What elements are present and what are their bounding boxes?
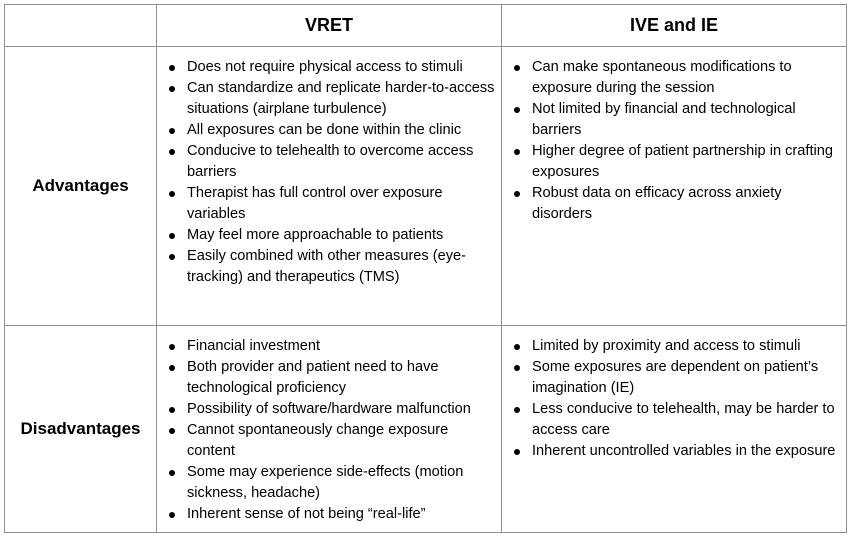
bullet-item: Financial investment — [157, 336, 501, 357]
bullet-item: Higher degree of patient partnership in crafting exposures — [502, 141, 846, 183]
bullet-item: Limited by proximity and access to stimuli — [502, 336, 846, 357]
bullet-item: Can standardize and replicate harder-to-access situations (airplane turbulence) — [157, 78, 501, 120]
corner-cell — [5, 5, 157, 47]
bullet-item: Can make spontaneous modifications to exposure during the session — [502, 57, 846, 99]
bullet-item: Robust data on efficacy across anxiety disorders — [502, 183, 846, 225]
advantages-row — [5, 47, 847, 326]
bullet-item: Possibility of software/hardware malfunction — [157, 399, 501, 420]
bullet-item: Does not require physical access to stimuli — [157, 57, 501, 78]
bullet-list — [157, 47, 501, 288]
bullet-list — [502, 47, 846, 225]
column-header-ive-ie: IVE and IE — [502, 5, 847, 47]
column-header-vret: VRET — [157, 5, 502, 47]
bullet-item: Conducive to telehealth to overcome access barriers — [157, 141, 501, 183]
bullet-item: Both provider and patient need to have technological proficiency — [157, 357, 501, 399]
disadvantages-vret-cell — [157, 326, 502, 533]
advantages-vret-cell — [157, 47, 502, 326]
bullet-list — [157, 326, 501, 525]
bullet-item: All exposures can be done within the clinic — [157, 120, 501, 141]
header-row — [5, 5, 847, 47]
bullet-item: Less conducive to telehealth, may be harder to access care — [502, 399, 846, 441]
row-header-advantages: Advantages — [5, 47, 157, 326]
bullet-item: Easily combined with other measures (eye-tracking) and therapeutics (TMS) — [157, 246, 501, 288]
bullet-item: May feel more approachable to patients — [157, 225, 501, 246]
bullet-item: Some may experience side-effects (motion sickness, headache) — [157, 462, 501, 504]
bullet-item: Inherent sense of not being “real-life” — [157, 504, 501, 525]
advantages-ive-ie-cell — [502, 47, 847, 326]
comparison-table — [4, 4, 847, 533]
bullet-item: Cannot spontaneously change exposure content — [157, 420, 501, 462]
bullet-item: Not limited by financial and technological barriers — [502, 99, 846, 141]
disadvantages-row — [5, 326, 847, 533]
row-header-disadvantages: Disadvantages — [5, 326, 157, 533]
bullet-item: Therapist has full control over exposure variables — [157, 183, 501, 225]
bullet-item: Some exposures are dependent on patient’s imagination (IE) — [502, 357, 846, 399]
bullet-list — [502, 326, 846, 462]
bullet-item: Inherent uncontrolled variables in the exposure — [502, 441, 846, 462]
disadvantages-ive-ie-cell — [502, 326, 847, 533]
